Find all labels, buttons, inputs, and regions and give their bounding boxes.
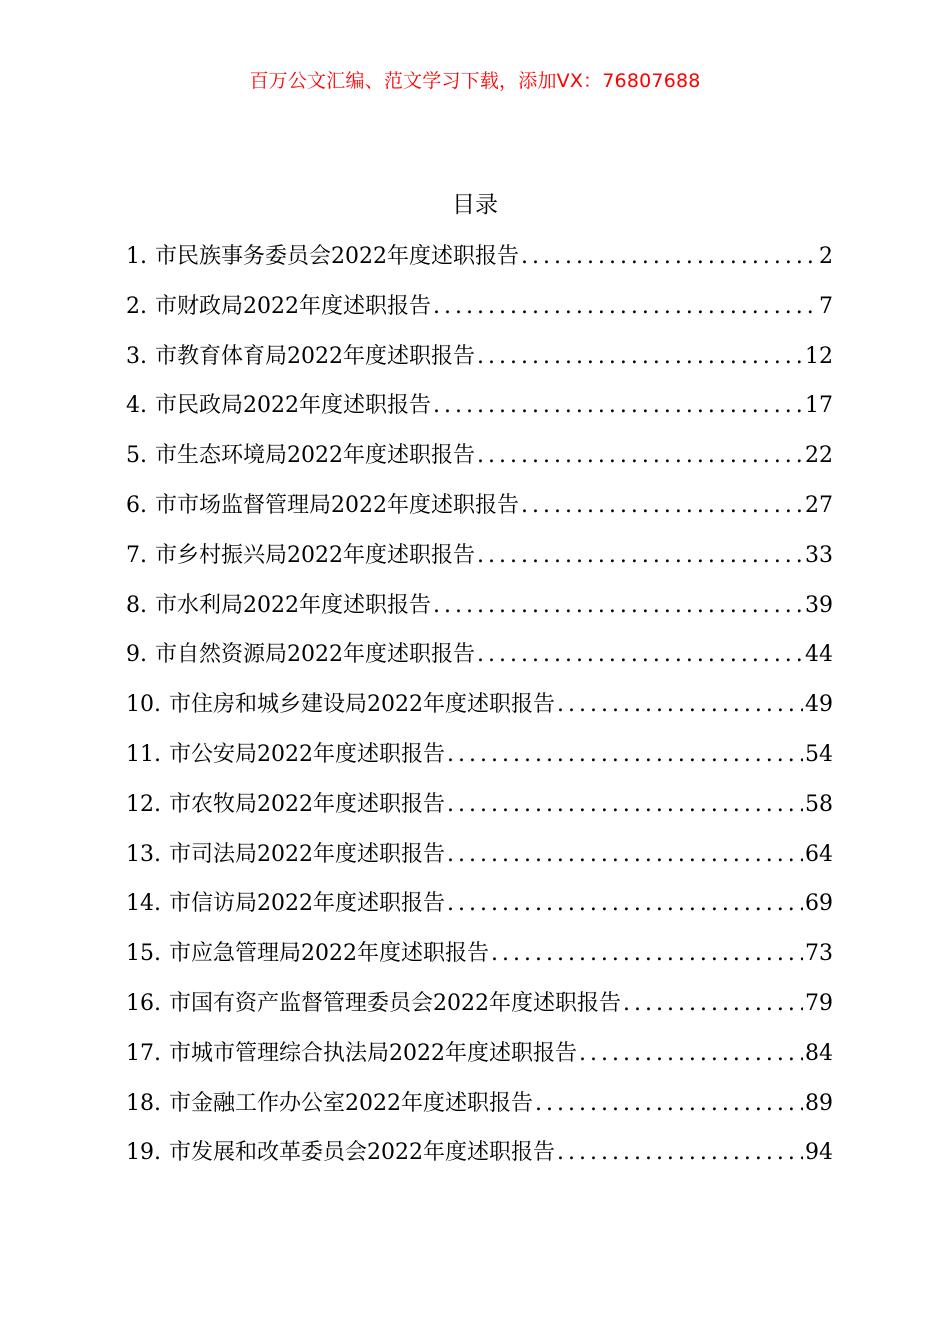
toc-entry-page: 17 — [805, 393, 833, 419]
toc-entry-number: 18. — [126, 1090, 161, 1116]
toc-entry-title: 市司法局2022年度述职报告 — [169, 841, 445, 867]
toc-entry-title: 市财政局2022年度述职报告 — [155, 293, 431, 319]
toc-entry-page: 94 — [805, 1140, 833, 1166]
toc-dot-leader — [621, 979, 803, 1029]
toc-entry-page: 58 — [805, 791, 833, 817]
toc-entry-number: 14. — [126, 891, 161, 917]
toc-dot-leader — [445, 780, 803, 830]
toc-dot-leader — [431, 381, 803, 431]
toc-entry-number: 13. — [126, 841, 161, 867]
toc-entry-title: 市生态环境局2022年度述职报告 — [155, 443, 475, 469]
toc-entry-title: 市教育体育局2022年度述职报告 — [155, 343, 475, 369]
toc-entry[interactable] — [126, 730, 833, 780]
toc-entry-number: 16. — [126, 990, 161, 1016]
toc-entry-page: 64 — [805, 841, 833, 867]
toc-entry-page: 49 — [805, 692, 833, 718]
toc-entry-number: 12. — [126, 791, 161, 817]
toc-entry-page: 12 — [805, 343, 833, 369]
toc-entry-page: 39 — [805, 592, 833, 618]
toc-entry-title: 市公安局2022年度述职报告 — [169, 741, 445, 767]
toc-entry-title: 市自然资源局2022年度述职报告 — [155, 642, 475, 668]
toc-entry-number: 11. — [126, 741, 161, 767]
toc-entry-page: 44 — [805, 642, 833, 668]
toc-entry-number: 10. — [126, 692, 161, 718]
toc-dot-leader — [475, 531, 803, 581]
toc-entry-title: 市信访局2022年度述职报告 — [169, 891, 445, 917]
toc-entry[interactable] — [126, 282, 833, 332]
toc-entry-number: 2. — [126, 293, 147, 319]
toc-entry-number: 6. — [126, 492, 147, 518]
toc-entry-title: 市应急管理局2022年度述职报告 — [169, 941, 489, 967]
toc-dot-leader — [519, 232, 817, 282]
toc-entry-number: 15. — [126, 941, 161, 967]
toc-entry[interactable] — [126, 431, 833, 481]
toc-entry-title: 市住房和城乡建设局2022年度述职报告 — [169, 692, 555, 718]
toc-entry-page: 73 — [805, 941, 833, 967]
toc-entry[interactable] — [126, 381, 833, 431]
toc-entry[interactable] — [126, 332, 833, 382]
toc-entry-title: 市市场监督管理局2022年度述职报告 — [155, 492, 519, 518]
header-note: 百万公文汇编、范文学习下载，添加VX：76807688 — [249, 70, 701, 92]
toc-entry-number: 3. — [126, 343, 147, 369]
toc-dot-leader — [445, 879, 803, 929]
toc-dot-leader — [475, 332, 803, 382]
toc-dot-leader — [431, 282, 817, 332]
toc-title: 目录 — [452, 192, 498, 218]
toc-entry[interactable] — [126, 1128, 833, 1178]
toc-entry-title: 市城市管理综合执法局2022年度述职报告 — [169, 1040, 577, 1066]
toc-entry-page: 54 — [805, 741, 833, 767]
toc-entry[interactable] — [126, 481, 833, 531]
toc-entry-page: 69 — [805, 891, 833, 917]
toc-dot-leader — [533, 1079, 803, 1129]
toc-entry[interactable] — [126, 979, 833, 1029]
toc-entry-number: 9. — [126, 642, 147, 668]
toc-dot-leader — [475, 431, 803, 481]
toc-entry-page: 84 — [805, 1040, 833, 1066]
toc-entry-title: 市民族事务委员会2022年度述职报告 — [155, 244, 519, 269]
toc-entry[interactable] — [126, 830, 833, 880]
toc-entry[interactable] — [126, 680, 833, 730]
toc-entry-page: 33 — [805, 542, 833, 568]
toc-entry-title: 市民政局2022年度述职报告 — [155, 393, 431, 419]
toc-entry-number: 4. — [126, 393, 147, 419]
toc-entry-page: 27 — [805, 492, 833, 518]
toc-list — [126, 232, 833, 1178]
toc-entry-number: 5. — [126, 443, 147, 469]
toc-dot-leader — [431, 581, 803, 631]
toc-entry[interactable] — [126, 1029, 833, 1079]
toc-entry[interactable] — [126, 581, 833, 631]
toc-entry-title: 市乡村振兴局2022年度述职报告 — [155, 542, 475, 568]
toc-entry-number: 1. — [126, 244, 147, 269]
toc-entry[interactable] — [126, 232, 833, 282]
toc-dot-leader — [489, 929, 803, 979]
toc-dot-leader — [577, 1029, 803, 1079]
toc-entry-title: 市水利局2022年度述职报告 — [155, 592, 431, 618]
toc-entry-page: 79 — [805, 990, 833, 1016]
toc-dot-leader — [445, 730, 803, 780]
toc-entry-number: 17. — [126, 1040, 161, 1066]
toc-entry-page: 89 — [805, 1090, 833, 1116]
toc-entry-number: 8. — [126, 592, 147, 618]
toc-entry-title: 市国有资产监督管理委员会2022年度述职报告 — [169, 990, 621, 1016]
toc-entry[interactable] — [126, 630, 833, 680]
toc-dot-leader — [445, 830, 803, 880]
toc-dot-leader — [555, 1128, 803, 1178]
toc-entry[interactable] — [126, 780, 833, 830]
toc-entry-page: 2 — [819, 244, 833, 269]
toc-entry-page: 7 — [819, 293, 833, 319]
toc-entry[interactable] — [126, 531, 833, 581]
toc-entry[interactable] — [126, 879, 833, 929]
toc-entry[interactable] — [126, 929, 833, 979]
toc-entry-title: 市农牧局2022年度述职报告 — [169, 791, 445, 817]
toc-entry[interactable] — [126, 1079, 833, 1129]
toc-entry-title: 市发展和改革委员会2022年度述职报告 — [169, 1140, 555, 1166]
toc-dot-leader — [555, 680, 803, 730]
toc-entry-number: 19. — [126, 1140, 161, 1166]
toc-entry-page: 22 — [805, 443, 833, 469]
toc-entry-number: 7. — [126, 542, 147, 568]
toc-dot-leader — [475, 630, 803, 680]
toc-dot-leader — [519, 481, 803, 531]
toc-entry-title: 市金融工作办公室2022年度述职报告 — [169, 1090, 533, 1116]
